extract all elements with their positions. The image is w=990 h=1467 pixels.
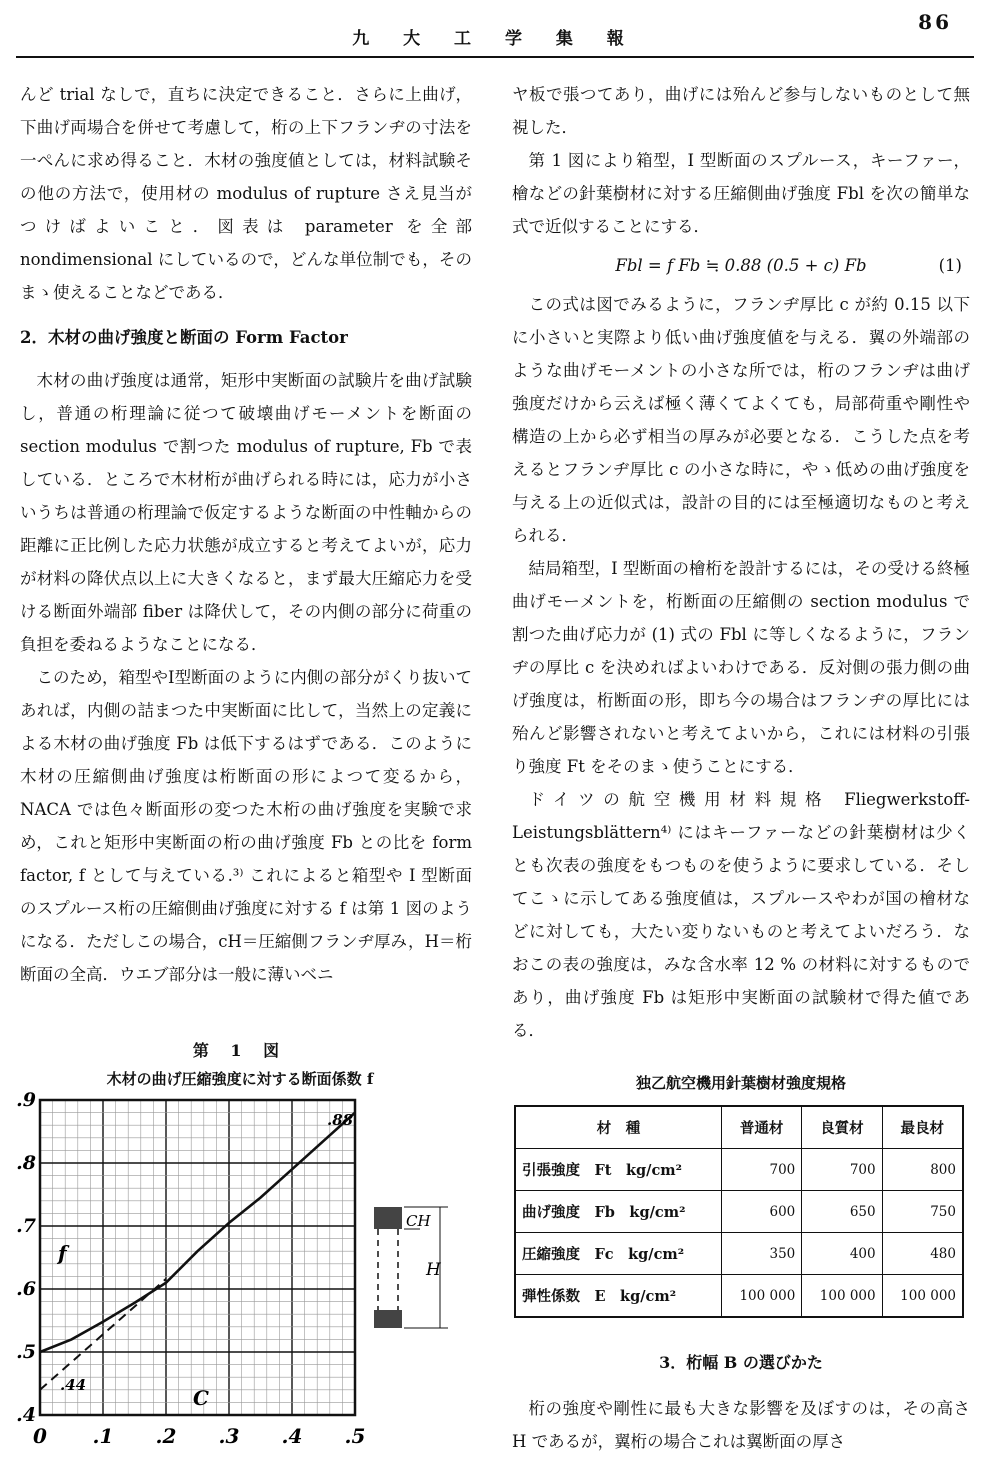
table-row xyxy=(515,1233,963,1275)
equation-number: (1) xyxy=(938,256,962,275)
paragraph-6: ドイツの航空機用材料規格 Fliegwerkstoff-Leistungsblättern⁴⁾ にはキーファーなどの針葉樹材は少くとも次表の強度をもつものを使うように要求している．そしてこゝに示してある強度値は，スプルースやわが国の檜材などに対しても，大たい変りないものと考えてよいだろう．なおこの表の強度は，みな含水率 12 % の材料に対するものであり，曲げ強度 Fb は矩形中実断面の試験材で得た値である． xyxy=(512,790,971,1040)
x-tick-label: .1 xyxy=(92,1424,114,1448)
equation-text: Fbl = f Fb ≒ 0.88 (0.5 + c) Fb xyxy=(615,256,867,275)
table-title: 独乙航空機用針葉樹材強度規格 xyxy=(635,1074,846,1092)
upper-flange xyxy=(374,1207,402,1229)
row-label: 弾性係数 E kg/cm² xyxy=(515,1275,721,1318)
y-axis-label: f xyxy=(58,1241,67,1265)
upper-line-label: .88 xyxy=(327,1111,354,1129)
table-header-cell: 最良材 xyxy=(882,1106,963,1149)
table-cell: 650 xyxy=(802,1191,882,1233)
y-tick-label: .9 xyxy=(16,1089,36,1111)
section-3-paragraph: 桁の強度や剛性に最も大きな影響を及ぼすのは，その高さ H であるが，翼桁の場合これは翼断面の厚さ xyxy=(512,1399,970,1451)
y-tick-label: .6 xyxy=(16,1278,36,1300)
lower-line-label: .44 xyxy=(60,1376,87,1394)
y-tick-label: .4 xyxy=(16,1404,36,1426)
plot-frame xyxy=(40,1100,355,1415)
section-3-title: 3．桁幅 B の選びかた xyxy=(659,1353,823,1372)
table-cell: 700 xyxy=(802,1149,882,1191)
table-cell: 350 xyxy=(721,1233,801,1275)
paragraph-continued: ヤ板で張つてあり，曲げには殆んど参与しないものとして無視した． xyxy=(512,85,970,137)
left-column xyxy=(20,78,472,991)
h-label: H xyxy=(426,1260,441,1280)
table-cell: 600 xyxy=(721,1191,801,1233)
section-2-title: 2．木材の曲げ強度と断面の Form Factor xyxy=(20,328,348,347)
x-axis-label: C xyxy=(193,1386,209,1410)
table-header-cell: 材 種 xyxy=(515,1106,721,1149)
x-tick-label: .4 xyxy=(281,1424,303,1448)
paragraph-5: 結局箱型，I 型断面の檜桁を設計するには，その受ける終極曲げモーメントを，桁断面の圧縮側の section modulus で割つた曲げ応力が (1) 式の Fbl に等しくなるように，フランヂの厚比 c を決めればよいわけである．反対側の張力側の曲げ強度は，桁断面の形，即ち今の場合はフランヂの厚比には殆んど影響されないと考えてよいから，これには材料の引張り強度 Ft をそのまゝ使うことにする． xyxy=(512,559,970,776)
intro-paragraph: んど trial なしで，直ちに決定できること．さらに上曲げ，下曲げ両場合を併せて考慮して，桁の上下フランヂの寸法を一ぺんに求め得ること．木材の強度値としては，材料試験その他の方法で，使用材の modulus of rupture さえ見当がつけばよいこと．図表は parameter を全部 nondimensional にしているので，どんな単位制でも，そのまゝ使えることなどである． xyxy=(20,85,472,302)
figure-label: 第 1 図 xyxy=(192,1041,288,1060)
header-rule xyxy=(16,56,974,58)
paragraph-2: このため，箱型やI型断面のように内側の部分がくり抜いてあれば，内側の詰まつた中実断面に比して，当然上の定義による木材の曲げ強度 Fb は低下するはずである．このように木材の圧縮側曲げ強度は桁断面の形によつて変るから，NACA では色々断面形の変つた木桁の曲げ強度を実験で求め，これと矩形中実断面の桁の曲げ強度 Fb との比を form factor, f として与えている.³⁾ これによると箱型や I 型断面のスプルース桁の圧縮側曲げ強度に対する f は第 1 図のようになる．ただしこの場合，cH＝圧縮側フランヂ厚み，H＝桁断面の全高．ウエブ部分は一般に薄いベニ xyxy=(20,668,472,984)
x-tick-label: .5 xyxy=(344,1424,366,1448)
table-cell: 100 000 xyxy=(882,1275,963,1318)
journal-title: 九 大 工 学 集 報 xyxy=(352,29,638,49)
ch-label: CH xyxy=(406,1212,431,1230)
table-header-cell: 良質材 xyxy=(802,1106,882,1149)
table-row xyxy=(515,1149,963,1191)
lower-flange xyxy=(374,1310,402,1328)
table-cell: 800 xyxy=(882,1149,963,1191)
page-number: 86 xyxy=(918,10,952,34)
x-tick-label: .2 xyxy=(155,1424,177,1448)
series-line-curve xyxy=(40,1113,355,1352)
figure-caption: 木材の曲げ圧縮強度に対する断面係数 f xyxy=(106,1070,374,1088)
table-row xyxy=(515,1275,963,1318)
table-header-cell: 普通材 xyxy=(721,1106,801,1149)
table-cell: 750 xyxy=(882,1191,963,1233)
x-tick-label: .3 xyxy=(218,1424,240,1448)
y-tick-label: .5 xyxy=(16,1341,36,1363)
row-label: 圧縮強度 Fc kg/cm² xyxy=(515,1233,721,1275)
figure-chart xyxy=(0,1030,480,1467)
row-label: 曲げ強度 Fb kg/cm² xyxy=(515,1191,721,1233)
figure-1 xyxy=(0,1030,480,1467)
section-sketch xyxy=(374,1207,448,1328)
row-label: 引張強度 Ft kg/cm² xyxy=(515,1149,721,1191)
paragraph-1: 木材の曲げ強度は通常，矩形中実断面の試験片を曲げ試験し，普通の桁理論に従つて破壊曲げモーメントを断面の section modulus で割つた modulus of rupture, Fb で表している．ところで木材桁が曲げられる時には，応力が小さいうちは普通の桁理論で仮定するような断面の中性軸からの距離に正比例した応力状態が成立すると考えてよいが，応力が材料の降伏点以上に大きくなると，まず最大圧縮応力を受ける断面外端部 fiber は降伏して，その内側の部分に荷重の負担を委ねるようなことになる． xyxy=(20,371,473,654)
equation-1 xyxy=(512,249,970,282)
y-tick-label: .8 xyxy=(16,1152,36,1174)
y-tick-label: .7 xyxy=(16,1215,36,1237)
right-column xyxy=(512,78,970,1047)
paragraph-3: 第 1 図により箱型，I 型断面のスプルース，キーファー，檜などの針葉樹材に対する圧縮側曲げ強度 Fbl を次の簡単な式で近似することにする． xyxy=(512,151,970,236)
paragraph-4: この式は図でみるように，フランヂ厚比 c が約 0.15 以下に小さいと実際より低い曲げ強度値を与える．翼の外端部のような曲げモーメントの小さな所では，桁のフランヂは曲げ強度だけから云えば極く薄くてよくても，局部荷重や剛性や構造の上から必ず相当の厚みが必要となる．こうした点を考えるとフランヂ厚比 c の小さな時に，やゝ低めの曲げ強度を与える上の近似式は，設計の目的には至極適切なものと考えられる． xyxy=(512,295,971,545)
table-cell: 700 xyxy=(721,1149,801,1191)
table-cell: 400 xyxy=(802,1233,882,1275)
table-header-row xyxy=(515,1106,963,1149)
strength-table xyxy=(514,1105,964,1318)
table-cell: 100 000 xyxy=(721,1275,801,1318)
section-3-text xyxy=(512,1392,970,1458)
x-tick-label: 0 xyxy=(33,1424,47,1448)
table-cell: 100 000 xyxy=(802,1275,882,1318)
table-cell: 480 xyxy=(882,1233,963,1275)
table-row xyxy=(515,1191,963,1233)
